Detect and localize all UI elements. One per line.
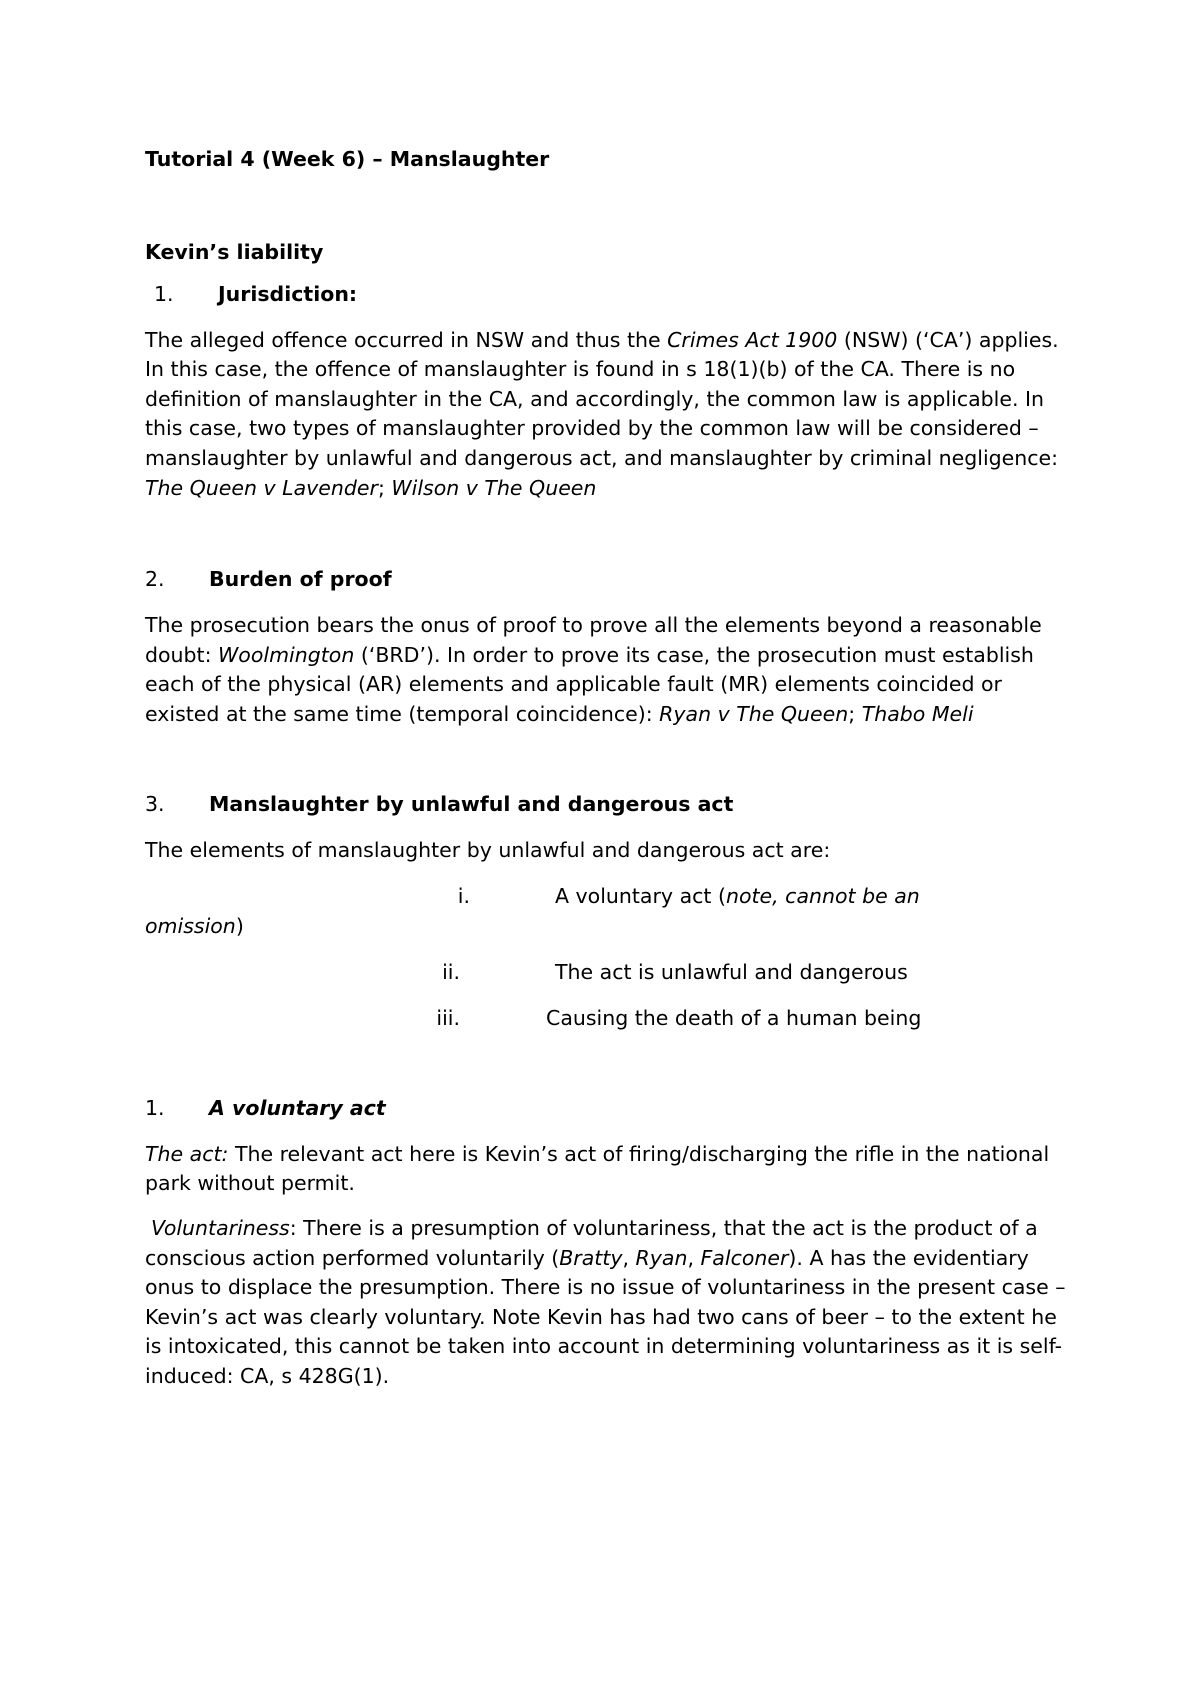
text-run: ; <box>377 475 392 500</box>
spacer <box>145 503 1075 565</box>
statute-citation: Crimes Act 1900 <box>667 327 838 352</box>
roman-numeral: i. <box>457 884 470 909</box>
section-title: Burden of proof <box>209 567 392 592</box>
section-heading-unlawful-dangerous-act <box>145 790 1075 820</box>
paragraph-voluntariness <box>145 1214 1075 1392</box>
element-item-1-wrap <box>145 912 1075 942</box>
document-body <box>145 145 1075 1391</box>
case-citation: Falconer <box>700 1245 789 1270</box>
italic-label: The act: <box>145 1141 229 1166</box>
paragraph-the-act <box>145 1140 1075 1199</box>
element-text-line <box>555 882 920 912</box>
element-item-3 <box>145 1004 1075 1034</box>
italic-note: omission <box>145 914 236 939</box>
subheading: Kevin’s liability <box>145 240 324 264</box>
section-number: 2. <box>145 567 165 592</box>
element-text: Causing the death of a human being <box>546 1005 922 1030</box>
text-run: ; <box>848 701 862 726</box>
text-run: (‘BRD’). In order to prove its case, the prosecution must establish each of the physical (AR) elements and applicable fault (MR) elements coincided or existed at the same time (temporal coincidence): <box>145 642 1034 726</box>
paragraph-burden-of-proof <box>145 611 1075 729</box>
text-run: , <box>687 1245 701 1270</box>
italic-note: note, cannot be an <box>725 884 920 909</box>
text-run: The relevant act here is Kevin’s act of firing/discharging the rifle in the national park without permit. <box>145 1141 1050 1196</box>
case-citation: Wilson v The Queen <box>391 475 597 500</box>
text-run: ). A has the evidentiary onus to displace the presumption. There is no issue of voluntariness in the present case – Kevin’s act was clearly voluntary. Note Kevin has had two cans of beer – to the extent he is intoxicated, this cannot be taken into account in determining voluntariness as it is self-induced: CA, s 428G(1). <box>145 1245 1066 1388</box>
case-citation: Ryan <box>635 1245 688 1270</box>
section-number: 1. <box>145 1095 165 1120</box>
case-citation: Ryan v The Queen <box>659 701 849 726</box>
case-citation: Bratty <box>559 1245 623 1270</box>
roman-numeral: iii. <box>436 1005 460 1030</box>
element-item-1 <box>145 882 1075 912</box>
spacer <box>145 730 1075 790</box>
case-citation: Thabo Meli <box>861 701 974 726</box>
roman-numeral: ii. <box>442 959 460 984</box>
section-heading-jurisdiction <box>145 280 1075 310</box>
element-item-2 <box>145 958 1075 988</box>
text-run: (NSW) (‘CA’) applies. In this case, the offence of manslaughter is found in s 18(1)(b) of the CA. There is no definition of manslaughter in the CA, and accordingly, the common law is applicable. In this case, two types of manslaughter provided by the common law will be considered – manslaughter by unlawful and dangerous act, and manslaughter by criminal negligence: <box>145 327 1059 470</box>
paragraph-jurisdiction <box>145 326 1075 504</box>
text-run: A voluntary act ( <box>555 884 726 909</box>
text-run: The prosecution bears the onus of proof to prove all the elements beyond a reasonable doubt: <box>145 613 1042 667</box>
text-run: The alleged offence occurred in NSW and thus the <box>145 327 668 352</box>
spacer <box>145 1034 1075 1094</box>
section-title: Manslaughter by unlawful and dangerous act <box>209 791 734 816</box>
case-citation: The Queen v Lavender <box>145 475 378 500</box>
text-run: : There is a presumption of voluntariness, that the act is the product of a conscious action performed voluntarily ( <box>145 1215 1038 1270</box>
section-title: Jurisdiction: <box>218 281 358 306</box>
section-title: A voluntary act <box>209 1095 386 1120</box>
document-title: Tutorial 4 (Week 6) – Manslaughter <box>145 147 550 171</box>
section-number: 3. <box>145 791 165 816</box>
case-citation: Woolmington <box>218 642 355 667</box>
element-text: The act is unlawful and dangerous <box>555 959 908 984</box>
text-run: , <box>622 1245 636 1270</box>
italic-label: Voluntariness <box>151 1215 290 1240</box>
section-heading-burden-of-proof <box>145 565 1075 595</box>
elements-intro: The elements of manslaughter by unlawful and dangerous act are: <box>145 837 831 862</box>
text-run: ) <box>235 914 244 939</box>
section-number: 1. <box>154 281 174 306</box>
section-heading-voluntary-act <box>145 1094 1075 1124</box>
